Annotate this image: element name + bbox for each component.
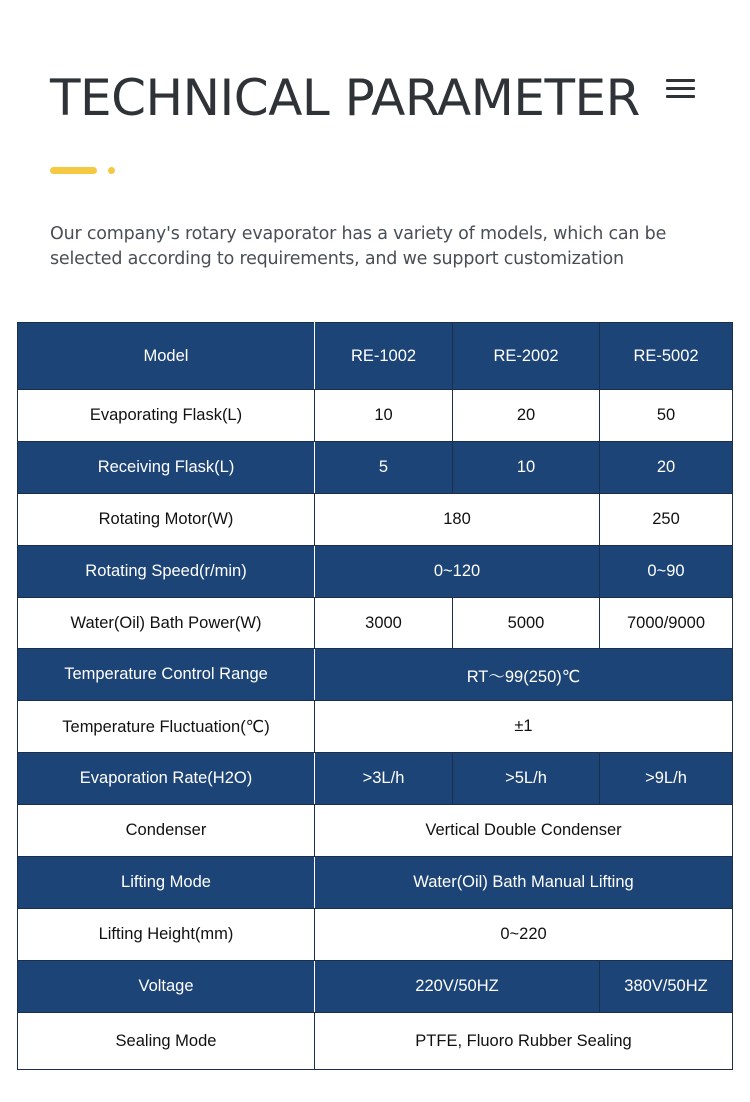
cell-value: 0~120 <box>315 546 600 598</box>
header-model-re2002: RE-2002 <box>453 323 600 390</box>
table-row <box>18 649 733 701</box>
intro-text: Our company's rotary evaporator has a variety of models, which can be selected according to requirements, and we support customization <box>50 224 667 269</box>
cell-value: 10 <box>315 390 453 442</box>
spec-table <box>17 322 733 1070</box>
cell-value: >3L/h <box>315 753 453 805</box>
cell-value: 220V/50HZ <box>315 961 600 1013</box>
cell-value: 0~220 <box>315 909 733 961</box>
cell-value: RT～99(250)℃ <box>315 649 733 701</box>
cell-value: 50 <box>600 390 733 442</box>
row-label: Water(Oil) Bath Power(W) <box>18 598 315 649</box>
table-row <box>18 961 733 1013</box>
cell-value: 7000/9000 <box>600 598 733 649</box>
table-row <box>18 857 733 909</box>
cell-value: 5 <box>315 442 453 494</box>
menu-line <box>666 79 695 82</box>
page-title: TECHNICAL PARAMETER <box>50 69 640 127</box>
row-label: Rotating Speed(r/min) <box>18 546 315 598</box>
cell-value: Water(Oil) Bath Manual Lifting <box>315 857 733 909</box>
cell-value: 10 <box>453 442 600 494</box>
cell-value: Vertical Double Condenser <box>315 805 733 857</box>
table-row <box>18 909 733 961</box>
header-model-re5002: RE-5002 <box>600 323 733 390</box>
accent-dot <box>108 167 115 174</box>
cell-value: 20 <box>453 390 600 442</box>
row-label: Lifting Height(mm) <box>18 909 315 961</box>
row-label: Sealing Mode <box>18 1013 315 1070</box>
menu-line <box>666 87 695 90</box>
cell-value: >5L/h <box>453 753 600 805</box>
row-label: Temperature Control Range <box>18 649 315 701</box>
cell-value: 20 <box>600 442 733 494</box>
cell-value: 0~90 <box>600 546 733 598</box>
header-model-label: Model <box>18 323 315 390</box>
table-row <box>18 598 733 649</box>
cell-value: 180 <box>315 494 600 546</box>
row-label: Lifting Mode <box>18 857 315 909</box>
cell-value: 3000 <box>315 598 453 649</box>
cell-value: 380V/50HZ <box>600 961 733 1013</box>
row-label: Rotating Motor(W) <box>18 494 315 546</box>
accent-bar <box>50 167 97 174</box>
cell-value: 5000 <box>453 598 600 649</box>
row-label: Condenser <box>18 805 315 857</box>
header-model-re1002: RE-1002 <box>315 323 453 390</box>
hamburger-menu-icon[interactable] <box>666 77 695 101</box>
row-label: Receiving Flask(L) <box>18 442 315 494</box>
table-row <box>18 390 733 442</box>
table-row <box>18 1013 733 1070</box>
table-row <box>18 442 733 494</box>
table-row <box>18 494 733 546</box>
row-label: Voltage <box>18 961 315 1013</box>
table-row <box>18 701 733 753</box>
row-label: Evaporation Rate(H2O) <box>18 753 315 805</box>
cell-value: >9L/h <box>600 753 733 805</box>
table-row <box>18 546 733 598</box>
cell-value: 250 <box>600 494 733 546</box>
cell-value: ±1 <box>315 701 733 753</box>
cell-value: PTFE, Fluoro Rubber Sealing <box>315 1013 733 1070</box>
row-label: Evaporating Flask(L) <box>18 390 315 442</box>
table-header-row <box>18 323 733 390</box>
menu-line <box>666 95 695 98</box>
table-row <box>18 753 733 805</box>
table-row <box>18 805 733 857</box>
row-label: Temperature Fluctuation(℃) <box>18 701 315 753</box>
